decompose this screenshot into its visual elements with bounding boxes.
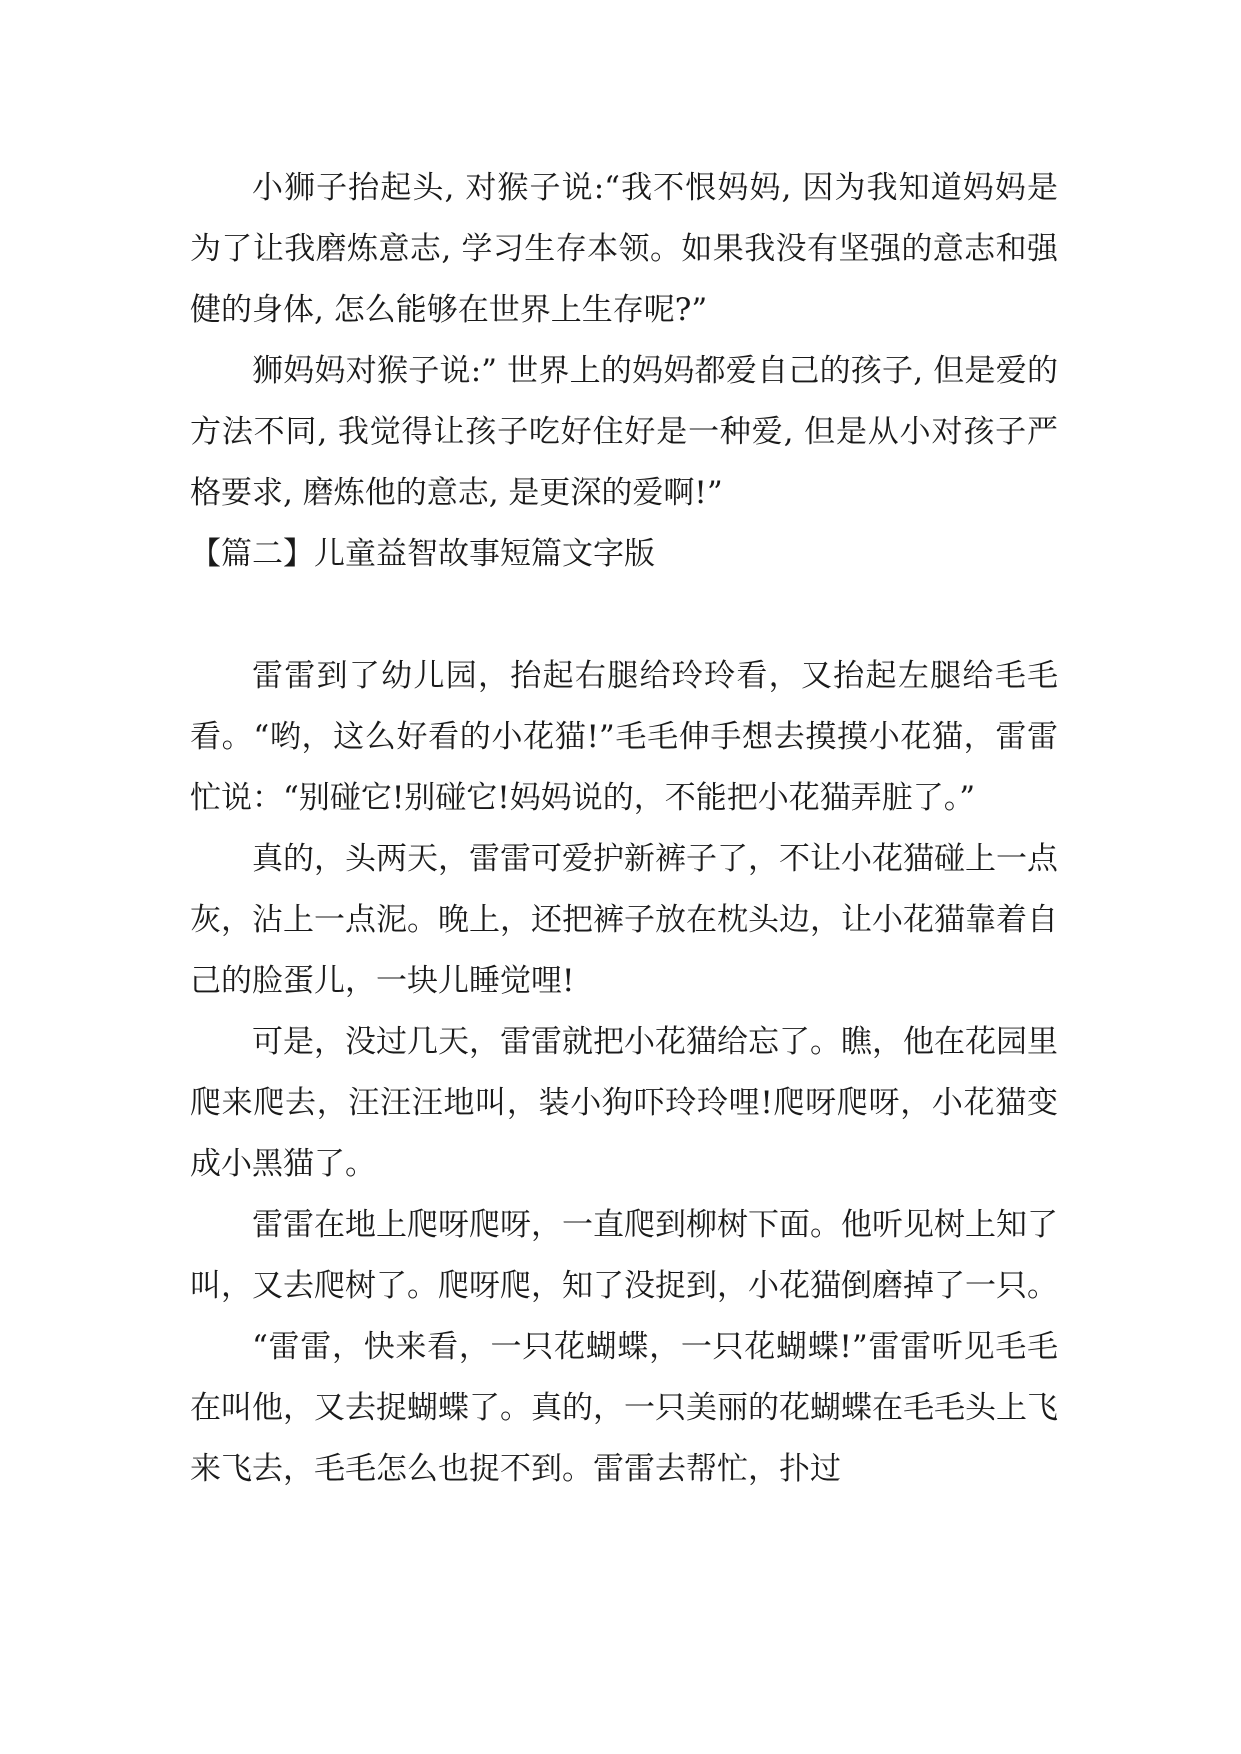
- paragraph-story-1: 雷雷到了幼儿园，抬起右腿给玲玲看，又抬起左腿给毛毛看。“哟，这么好看的小花猫!”毛毛伸手想去摸摸小花猫，雷雷忙说：“别碰它!别碰它!妈妈说的，不能把小花猫弄脏了。”: [190, 658, 1058, 816]
- paragraph-lion-mother-reply: 狮妈妈对猴子说:” 世界上的妈妈都爱自己的孩子, 但是爱的方法不同, 我觉得让孩子吃好住好是一种爱, 但是从小对孩子严格要求, 磨炼他的意志, 是更深的爱啊!”: [190, 353, 1058, 511]
- paragraph-story-3: 可是，没过几天，雷雷就把小花猫给忘了。瞧，他在花园里爬来爬去，汪汪汪地叫，装小狗吓玲玲哩!爬呀爬呀，小花猫变成小黑猫了。: [190, 1024, 1058, 1182]
- paragraph-story-2: 真的，头两天，雷雷可爱护新裤子了，不让小花猫碰上一点灰，沾上一点泥。晚上，还把裤子放在枕头边，让小花猫靠着自己的脸蛋儿，一块儿睡觉哩!: [190, 841, 1058, 999]
- section-heading: 【篇二】儿童益智故事短篇文字版: [190, 536, 655, 572]
- paragraph-story-4: 雷雷在地上爬呀爬呀，一直爬到柳树下面。他听见树上知了叫，又去爬树了。爬呀爬，知了没捉到，小花猫倒磨掉了一只。: [190, 1207, 1058, 1304]
- paragraph-story-5: “雷雷，快来看，一只花蝴蝶，一只花蝴蝶!”雷雷听见毛毛在叫他，又去捉蝴蝶了。真的，一只美丽的花蝴蝶在毛毛头上飞来飞去，毛毛怎么也捉不到。雷雷去帮忙，扑过: [190, 1329, 1058, 1487]
- blank-line: [190, 585, 1058, 646]
- document-body: [190, 158, 1058, 1500]
- paragraph-lion-cub-reply: 小狮子抬起头, 对猴子说:“我不恨妈妈, 因为我知道妈妈是为了让我磨炼意志, 学习生存本领。如果我没有坚强的意志和强健的身体, 怎么能够在世界上生存呢?”: [190, 170, 1058, 328]
